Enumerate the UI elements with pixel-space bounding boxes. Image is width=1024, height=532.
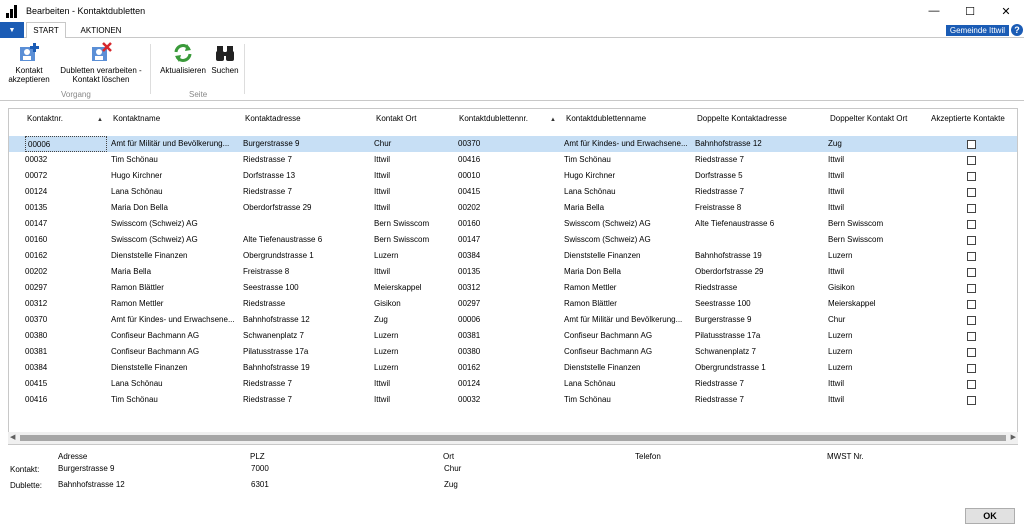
cell-kontakt-ort: Luzern [374, 347, 399, 356]
cell-kontakt-ort: Bern Swisscom [374, 235, 430, 244]
column-header[interactable]: Kontaktdublettennr. [459, 114, 528, 123]
cell-dublettennr: 00010 [458, 171, 481, 180]
cell-kontaktnr: 00072 [25, 171, 48, 180]
cell-kontakt-ort: Ittwil [374, 267, 390, 276]
column-header[interactable]: Kontaktdublettenname [566, 114, 647, 123]
accepted-checkbox[interactable] [967, 236, 976, 245]
kontakt-ort: Chur [444, 464, 462, 473]
company-badge[interactable]: Gemeinde Ittwil [945, 24, 1010, 37]
table-row[interactable] [9, 264, 1018, 280]
table-row[interactable] [9, 200, 1018, 216]
maximize-button[interactable]: ☐ [965, 5, 975, 18]
cell-dublettennr: 00381 [458, 331, 481, 340]
accept-label-1: Kontakt [15, 66, 43, 75]
table-row[interactable] [9, 296, 1018, 312]
cell-doppelter-ort: Luzern [828, 347, 853, 356]
process-duplicates-button[interactable] [56, 42, 146, 84]
cell-kontaktname: Ramon Mettler [111, 299, 164, 308]
cell-kontaktnr: 00147 [25, 219, 48, 228]
cell-kontakt-ort: Ittwil [374, 395, 390, 404]
scrollbar-thumb[interactable] [20, 435, 1006, 441]
detail-header-mwst: MWST Nr. [827, 452, 864, 461]
cell-kontaktname: Tim Schönau [111, 155, 158, 164]
horizontal-scrollbar[interactable] [8, 432, 1018, 444]
dublette-ort: Zug [444, 480, 458, 489]
cell-kontaktnr: 00135 [25, 203, 48, 212]
cell-doppelte-adresse: Seestrasse 100 [695, 299, 751, 308]
cell-kontaktadresse: Bahnhofstrasse 19 [243, 363, 310, 372]
cell-doppelter-ort: Bern Swisscom [828, 219, 884, 228]
cell-kontaktnr: 00384 [25, 363, 48, 372]
cell-kontaktnr: 00162 [25, 251, 48, 260]
cell-kontaktadresse: Riedstrasse 7 [243, 187, 292, 196]
cell-doppelte-adresse: Pilatusstrasse 17a [695, 331, 761, 340]
cell-dublettenname: Tim Schönau [564, 155, 611, 164]
cell-kontaktadresse: Riedstrasse 7 [243, 155, 292, 164]
search-button[interactable] [210, 42, 240, 75]
cell-dublettennr: 00162 [458, 363, 481, 372]
cell-doppelte-adresse: Freistrasse 8 [695, 203, 742, 212]
refresh-button[interactable] [157, 42, 209, 75]
accepted-checkbox[interactable] [967, 188, 976, 197]
column-header[interactable]: Kontaktadresse [245, 114, 301, 123]
title-bar [0, 0, 1024, 22]
cell-kontakt-ort: Ittwil [374, 379, 390, 388]
cell-kontakt-ort: Chur [374, 139, 392, 148]
table-row[interactable] [9, 312, 1018, 328]
process-label-1: Dubletten verarbeiten - [60, 66, 142, 75]
cell-dublettennr: 00202 [458, 203, 481, 212]
dublette-adresse: Bahnhofstrasse 12 [58, 480, 125, 489]
cell-kontakt-ort: Meierskappel [374, 283, 422, 292]
cell-kontaktname: Dienststelle Finanzen [111, 363, 188, 372]
help-icon[interactable]: ? [1011, 24, 1023, 36]
cell-kontaktadresse: Schwanenplatz 7 [243, 331, 304, 340]
cell-kontaktnr: 00124 [25, 187, 48, 196]
cell-kontaktadresse: Bahnhofstrasse 12 [243, 315, 310, 324]
cell-kontaktname: Amt für Militär und Bevölkerung... [111, 139, 230, 148]
cell-kontaktname: Hugo Kirchner [111, 171, 163, 180]
cell-dublettenname: Confiseur Bachmann AG [564, 331, 653, 340]
cell-dublettenname: Hugo Kirchner [564, 171, 616, 180]
cell-kontakt-ort: Ittwil [374, 171, 390, 180]
table-row[interactable] [9, 376, 1018, 392]
accepted-checkbox[interactable] [967, 156, 976, 165]
cell-kontakt-ort: Ittwil [374, 155, 390, 164]
cell-doppelter-ort: Ittwil [828, 379, 844, 388]
cell-doppelter-ort: Ittwil [828, 395, 844, 404]
accepted-checkbox[interactable] [967, 364, 976, 373]
accepted-checkbox[interactable] [967, 396, 976, 405]
sort-asc-icon: ▲ [550, 117, 556, 123]
table-row[interactable] [9, 344, 1018, 360]
kontakt-label: Kontakt: [10, 465, 40, 474]
minimize-button[interactable]: — [928, 5, 940, 17]
cell-dublettennr: 00297 [458, 299, 481, 308]
cell-dublettennr: 00160 [458, 219, 481, 228]
cell-doppelte-adresse: Riedstrasse 7 [695, 379, 744, 388]
cell-kontaktadresse: Dorfstrasse 13 [243, 171, 296, 180]
cell-kontaktnr: 00415 [25, 379, 48, 388]
contact-accept-icon [18, 42, 40, 64]
column-header[interactable]: Doppelter Kontakt Ort [830, 114, 908, 123]
cell-doppelte-adresse: Bahnhofstrasse 12 [695, 139, 762, 148]
accepted-checkbox[interactable] [967, 268, 976, 277]
duplicates-grid [8, 108, 1018, 445]
cell-kontaktname: Lana Schönau [111, 379, 163, 388]
accepted-checkbox[interactable] [967, 300, 976, 309]
cell-dublettenname: Ramon Mettler [564, 283, 617, 292]
cell-dublettennr: 00032 [458, 395, 481, 404]
cell-doppelte-adresse: Bahnhofstrasse 19 [695, 251, 762, 260]
cell-dublettennr: 00006 [458, 315, 481, 324]
cell-doppelte-adresse: Riedstrasse [695, 283, 738, 292]
column-header[interactable]: Doppelte Kontaktadresse [697, 114, 787, 123]
cell-doppelter-ort: Ittwil [828, 187, 844, 196]
table-row[interactable] [9, 168, 1018, 184]
cell-kontaktname: Tim Schönau [111, 395, 158, 404]
cell-kontakt-ort: Ittwil [374, 203, 390, 212]
dublette-label: Dublette: [10, 481, 43, 490]
cell-kontaktname: Lana Schönau [111, 187, 163, 196]
cell-kontakt-ort: Gisikon [374, 299, 401, 308]
table-row[interactable] [9, 248, 1018, 264]
table-row[interactable] [9, 232, 1018, 248]
close-button[interactable]: ✕ [1001, 5, 1011, 18]
accepted-checkbox[interactable] [967, 332, 976, 341]
cell-kontaktname: Confiseur Bachmann AG [111, 347, 200, 356]
table-row[interactable] [9, 280, 1018, 296]
refresh-icon [172, 42, 194, 64]
cell-kontaktnr: 00160 [25, 235, 48, 244]
contact-delete-icon [90, 42, 112, 64]
cell-kontakt-ort: Luzern [374, 363, 399, 372]
column-header[interactable]: Kontaktnr. [27, 114, 64, 123]
cell-dublettennr: 00370 [458, 139, 481, 148]
cell-doppelter-ort: Luzern [828, 363, 853, 372]
cell-doppelter-ort: Zug [828, 139, 842, 148]
scroll-left-icon[interactable]: ◀ [10, 434, 16, 441]
cell-doppelter-ort: Ittwil [828, 155, 844, 164]
cell-kontaktname: Ramon Blättler [111, 283, 164, 292]
cell-kontaktname: Swisscom (Schweiz) AG [111, 235, 198, 244]
ribbon-separator [150, 44, 151, 94]
accepted-checkbox[interactable] [967, 220, 976, 229]
cell-kontakt-ort: Luzern [374, 331, 399, 340]
cell-dublettenname: Maria Don Bella [564, 267, 621, 276]
cell-kontaktadresse: Oberdorfstrasse 29 [243, 203, 312, 212]
process-label-2: Kontakt löschen [72, 75, 130, 84]
cell-kontaktname: Maria Don Bella [111, 203, 168, 212]
cell-dublettenname: Lana Schönau [564, 187, 616, 196]
cell-kontaktadresse: Burgerstrasse 9 [243, 139, 300, 148]
cell-dublettenname: Swisscom (Schweiz) AG [564, 235, 651, 244]
cell-kontaktadresse: Obergrundstrasse 1 [243, 251, 314, 260]
cell-kontaktnr: 00312 [25, 299, 48, 308]
kontakt-plz: 7000 [251, 464, 269, 473]
detail-header-telefon: Telefon [635, 452, 661, 461]
ribbon-separator [244, 44, 245, 94]
cell-dublettenname: Amt für Kindes- und Erwachsene... [564, 139, 688, 148]
cell-dublettennr: 00312 [458, 283, 481, 292]
cell-kontakt-ort: Ittwil [374, 187, 390, 196]
window-controls [916, 0, 1024, 22]
cell-kontaktname: Maria Bella [111, 267, 152, 276]
cell-dublettennr: 00415 [458, 187, 481, 196]
cell-kontaktnr: 00297 [25, 283, 48, 292]
cell-dublettennr: 00124 [458, 379, 481, 388]
scroll-right-icon[interactable]: ▶ [1010, 434, 1016, 441]
column-header[interactable]: Kontaktname [113, 114, 161, 123]
cell-doppelter-ort: Luzern [828, 331, 853, 340]
cell-doppelte-adresse: Oberdorfstrasse 29 [695, 267, 764, 276]
cell-kontaktnr: 00381 [25, 347, 48, 356]
refresh-label: Aktualisieren [160, 66, 206, 75]
cell-dublettennr: 00416 [458, 155, 481, 164]
table-row[interactable] [9, 360, 1018, 376]
cell-kontaktname: Amt für Kindes- und Erwachsene... [111, 315, 235, 324]
accepted-checkbox[interactable] [967, 380, 976, 389]
cell-doppelter-ort: Bern Swisscom [828, 235, 884, 244]
accepted-checkbox[interactable] [967, 284, 976, 293]
cell-doppelte-adresse: Burgerstrasse 9 [695, 315, 752, 324]
cell-dublettenname: Dienststelle Finanzen [564, 251, 641, 260]
cell-dublettennr: 00384 [458, 251, 481, 260]
cell-doppelter-ort: Gisikon [828, 283, 855, 292]
cell-kontaktadresse: Pilatusstrasse 17a [243, 347, 309, 356]
cell-kontaktadresse: Freistrasse 8 [243, 267, 290, 276]
cell-kontaktadresse: Seestrasse 100 [243, 283, 299, 292]
cell-doppelter-ort: Ittwil [828, 171, 844, 180]
column-header[interactable]: Akzeptierte Kontakte [931, 114, 1005, 123]
app-menu-button[interactable]: ▼ [0, 22, 24, 38]
table-row[interactable] [9, 152, 1018, 168]
table-row[interactable] [9, 136, 1018, 152]
accept-contact-button[interactable] [6, 42, 52, 84]
cell-dublettenname: Lana Schönau [564, 379, 616, 388]
cell-kontaktnr: 00202 [25, 267, 48, 276]
cell-kontakt-ort: Bern Swisscom [374, 219, 430, 228]
cell-kontaktname: Dienststelle Finanzen [111, 251, 188, 260]
kontakt-adresse: Burgerstrasse 9 [58, 464, 115, 473]
accepted-checkbox[interactable] [967, 348, 976, 357]
app-chart-icon [6, 4, 20, 18]
cell-dublettenname: Amt für Militär und Bevölkerung... [564, 315, 683, 324]
cell-kontakt-ort: Zug [374, 315, 388, 324]
details-panel [0, 450, 1024, 500]
ribbon [0, 38, 1024, 101]
detail-header-ort: Ort [443, 452, 455, 461]
cell-doppelter-ort: Ittwil [828, 267, 844, 276]
tab-start[interactable]: START [26, 22, 66, 39]
cell-kontaktnr: 00006 [25, 136, 107, 152]
detail-header-adresse: Adresse [58, 452, 88, 461]
cell-dublettenname: Confiseur Bachmann AG [564, 347, 653, 356]
cell-kontaktnr: 00416 [25, 395, 48, 404]
tab-aktionen[interactable]: AKTIONEN [80, 25, 122, 35]
cell-dublettenname: Tim Schönau [564, 395, 611, 404]
grid-header [9, 109, 1018, 129]
cell-kontaktadresse: Riedstrasse 7 [243, 379, 292, 388]
dublette-plz: 6301 [251, 480, 269, 489]
ok-button[interactable]: OK [965, 508, 1015, 524]
table-row[interactable] [9, 328, 1018, 344]
cell-doppelte-adresse: Dorfstrasse 5 [695, 171, 743, 180]
cell-doppelte-adresse: Riedstrasse 7 [695, 395, 744, 404]
cell-dublettenname: Ramon Blättler [564, 299, 617, 308]
cell-kontaktadresse: Riedstrasse 7 [243, 395, 292, 404]
accept-label-2: akzeptieren [8, 75, 50, 84]
cell-doppelter-ort: Chur [828, 315, 846, 324]
cell-doppelter-ort: Luzern [828, 251, 853, 260]
table-row[interactable] [9, 216, 1018, 232]
column-header[interactable]: Kontakt Ort [376, 114, 417, 123]
accepted-checkbox[interactable] [967, 316, 976, 325]
binoculars-icon [214, 42, 236, 64]
cell-dublettenname: Swisscom (Schweiz) AG [564, 219, 651, 228]
cell-doppelte-adresse: Alte Tiefenaustrasse 6 [695, 219, 775, 228]
search-label: Suchen [211, 66, 239, 75]
cell-dublettennr: 00147 [458, 235, 481, 244]
cell-kontaktadresse: Riedstrasse [243, 299, 286, 308]
cell-dublettenname: Dienststelle Finanzen [564, 363, 641, 372]
cell-doppelte-adresse: Obergrundstrasse 1 [695, 363, 766, 372]
detail-header-plz: PLZ [250, 452, 265, 461]
table-row[interactable] [9, 392, 1018, 408]
cell-kontaktnr: 00370 [25, 315, 48, 324]
cell-kontaktadresse: Alte Tiefenaustrasse 6 [243, 235, 323, 244]
table-row[interactable] [9, 184, 1018, 200]
window-title: Bearbeiten - Kontaktdubletten [26, 6, 146, 16]
cell-kontaktname: Confiseur Bachmann AG [111, 331, 200, 340]
accepted-checkbox[interactable] [967, 172, 976, 181]
group-label-vorgang: Vorgang [61, 90, 91, 99]
sort-asc-icon: ▲ [97, 117, 103, 123]
cell-dublettennr: 00135 [458, 267, 481, 276]
cell-doppelte-adresse: Riedstrasse 7 [695, 155, 744, 164]
group-label-seite: Seite [189, 90, 208, 99]
accepted-checkbox[interactable] [967, 140, 976, 149]
accepted-checkbox[interactable] [967, 252, 976, 261]
cell-doppelte-adresse: Schwanenplatz 7 [695, 347, 756, 356]
accepted-checkbox[interactable] [967, 204, 976, 213]
cell-kontakt-ort: Luzern [374, 251, 399, 260]
cell-dublettenname: Maria Bella [564, 203, 605, 212]
cell-dublettennr: 00380 [458, 347, 481, 356]
cell-doppelter-ort: Ittwil [828, 203, 844, 212]
cell-kontaktnr: 00032 [25, 155, 48, 164]
ribbon-tab-bar [0, 22, 1024, 38]
cell-doppelte-adresse: Riedstrasse 7 [695, 187, 744, 196]
cell-doppelter-ort: Meierskappel [828, 299, 876, 308]
cell-kontaktname: Swisscom (Schweiz) AG [111, 219, 198, 228]
cell-kontaktnr: 00380 [25, 331, 48, 340]
